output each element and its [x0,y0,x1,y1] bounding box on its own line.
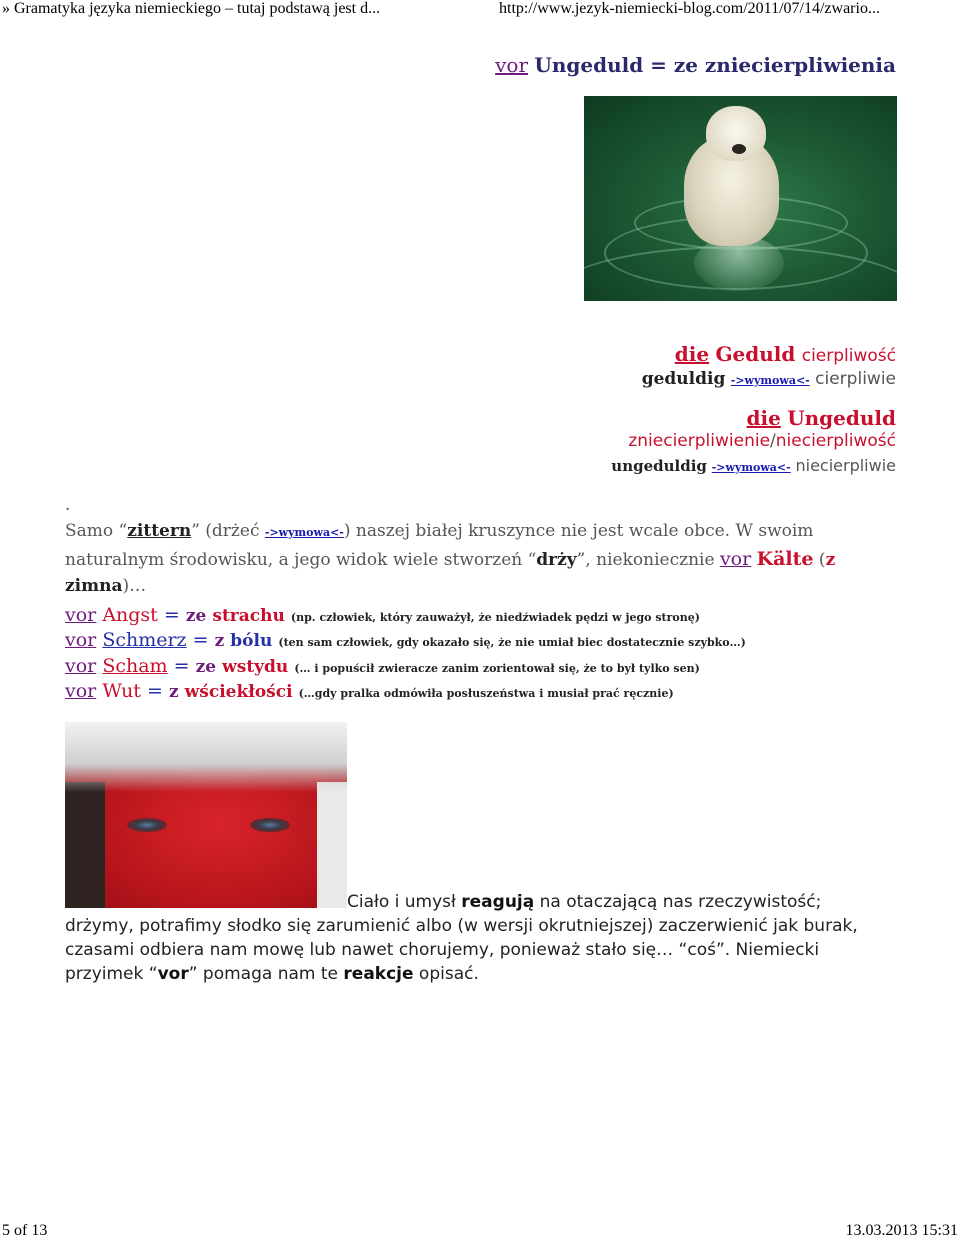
vor-line-wut: vor Wut = z wściekłości (…gdy pralka odmówiła posłuszeństwa i musiał prać ręcznie) [65,680,674,702]
translation: niecierpliwie [795,456,896,475]
vor-line-schmerz: vor Schmerz = z bólu (ten sam człowiek, gdy okazało się, że nie umiał biec dostatecznie szybko…) [65,629,746,651]
pronunciation-link[interactable]: ->wymowa<- [711,461,791,474]
page-number: 5 of 13 [2,1222,48,1239]
polar-bear-image [584,96,897,301]
title-rest: Ungeduld = ze zniecierpliwienia [534,53,896,77]
vor-line-scham: vor Scham = ze wstydu (… i popuścił zwieracze zanim zorientował się, że to był tylko sen) [65,655,700,677]
print-timestamp: 13.03.2013 15:31 [845,1222,958,1239]
word-zittern: zittern [127,521,192,541]
article-die: die [746,406,781,430]
word-vor: vor [719,548,752,570]
glossary-ungeduld-translation: zniecierpliwienie/niecierpliwość [628,431,896,451]
translation: cierpliwie [815,369,896,389]
adj-geduldig: geduldig [641,369,726,389]
print-header [0,0,960,20]
header-url: http://www.jezyk-niemiecki-blog.com/2011/07/14/zwario... [499,0,880,17]
glossary-die-geduld [675,342,896,366]
article-die: die [674,342,710,366]
print-footer [0,1222,960,1238]
pronunciation-link[interactable]: ->wymowa<- [730,374,810,387]
paragraph-zittern: . Samo “zittern” (drżeć ->wymowa<-) naszej białej kruszynce nie jest wcale obce. W swoim naturalnym środowisku, a jego widok wiele stworzeń “drży”, niekoniecznie vor Kälte (z zimna)… [65,495,836,596]
glossary-die-ungeduld [747,406,896,430]
section-title [495,53,896,77]
paragraph-reactions: Ciało i umysł reagują na otaczającą nas rzeczywistość; drżymy, potrafimy słodko się zarumienić albo (w wersji okrutniejszej) zaczerwienić jak burak, czasami odbiera nam mowę lub nawet chorujemy, ponieważ stało się… “coś”. Niemiecki przyimek “vor” pomaga nam te reakcje opisać. [65,892,858,984]
pronunciation-link[interactable]: ->wymowa<- [264,526,344,539]
translation: cierpliwość [801,346,896,366]
header-title: » Gramatyka języka niemieckiego – tutaj podstawą jest d... [2,0,381,17]
adj-ungeduldig: ungeduldig [611,457,707,475]
title-vor: vor [495,53,529,77]
glossary-geduldig [642,369,896,389]
noun-ungeduld: Ungeduld [787,406,896,430]
vor-line-angst: vor Angst = ze strachu (np. człowiek, który zauważył, że niedźwiadek pędzi w jego stronę) [65,604,700,626]
noun-geduld: Geduld [715,342,796,366]
word-kaelte: Kälte [756,548,814,570]
red-face-image [65,722,347,908]
glossary-ungeduldig [611,456,896,475]
